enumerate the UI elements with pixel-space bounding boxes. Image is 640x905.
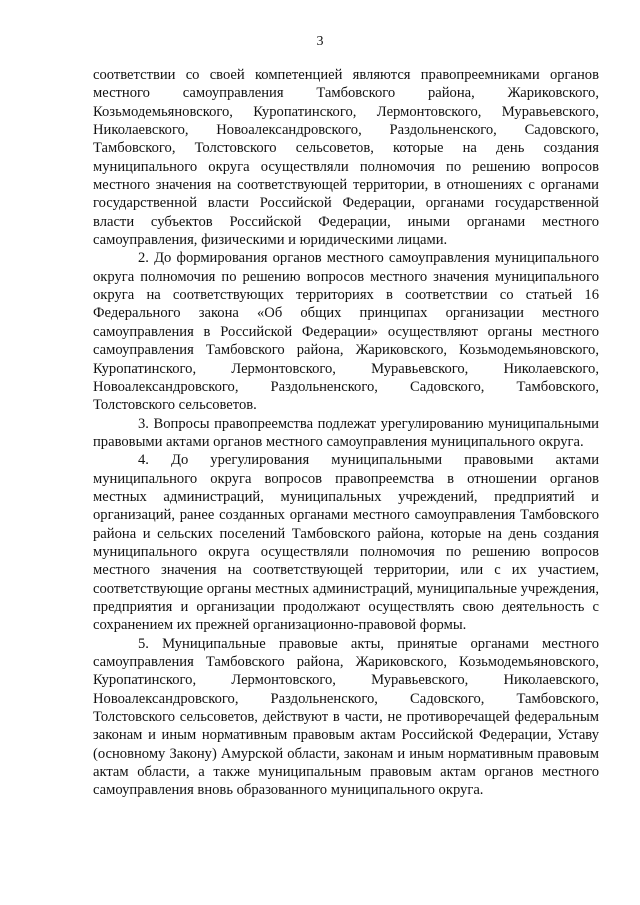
paragraph-continuation: соответствии со своей компетенцией являются правопреемниками органов местного самоуправления Тамбовского района, Жариковского, Козьмодемьяновского, Куропатинского, Лермонтовского, Муравьевского, Николаевского, Новоалександровского, Раздольненского, Садовского, Тамбовского, Толстовского сельсоветов, которые на день создания муниципального округа осуществляли полномочия по решению вопросов местного значения на соответствующей территории, в отношениях с органами государственной власти Российской Федерации, органами государственной власти субъектов Российской Федерации, иными органами местного самоуправления, физическими и юридическими лицами. (93, 67, 599, 249)
paragraph-5: 5. Муниципальные правовые акты, принятые органами местного самоуправления Тамбовского района, Жариковского, Козьмодемьяновского, Куропатинского, Лермонтовского, Муравьевского, Николаевского, Новоалександровского, Раздольненского, Садовского, Тамбовского, Толстовского сельсоветов, действуют в части, не противоречащей федеральным законам и иным нормативным правовым актам Российской Федерации, Уставу (основному Закону) Амурской области, законам и иным нормативным правовым актам области, а также муниципальным правовым актам органов местного самоуправления вновь образованного муниципального округа. (93, 635, 599, 799)
paragraph-2: 2. До формирования органов местного самоуправления муниципального округа полномочия по решению вопросов местного значения муниципального округа на соответствующих территориях в соответствии со статьей 16 Федерального закона «Об общих принципах организации местного самоуправления в Российской Федерации» осуществляют органы местного самоуправления Тамбовского района, Жариковского, Козьмодемьяновского, Куропатинского, Лермонтовского, Муравьевского, Николаевского, Новоалександровского, Раздольненского, Садовского, Тамбовского, Толстовского сельсоветов. (93, 250, 599, 414)
page-number: 3 (316, 34, 324, 49)
paragraph-3: 3. Вопросы правопреемства подлежат урегулированию муниципальными правовыми актами органов местного самоуправления муниципального округа. (93, 415, 599, 450)
document-body (93, 66, 599, 800)
paragraph-4: 4. До урегулирования муниципальными правовыми актами муниципального округа вопросов правопреемства в отношении органов местных администраций, муниципальных учреждений, предприятий и организаций, ранее созданных органами местного самоуправления Тамбовского района и сельских поселений Тамбовского района, которые на день создания муниципального округа осуществляли полномочия по решению вопросов местного значения на соответствующей территории, или с их участием, соответствующие органы местных администраций, муниципальные учреждения, предприятия и организации продолжают осуществлять свою деятельность с сохранением их прежней организационно-правовой формы. (93, 452, 599, 634)
